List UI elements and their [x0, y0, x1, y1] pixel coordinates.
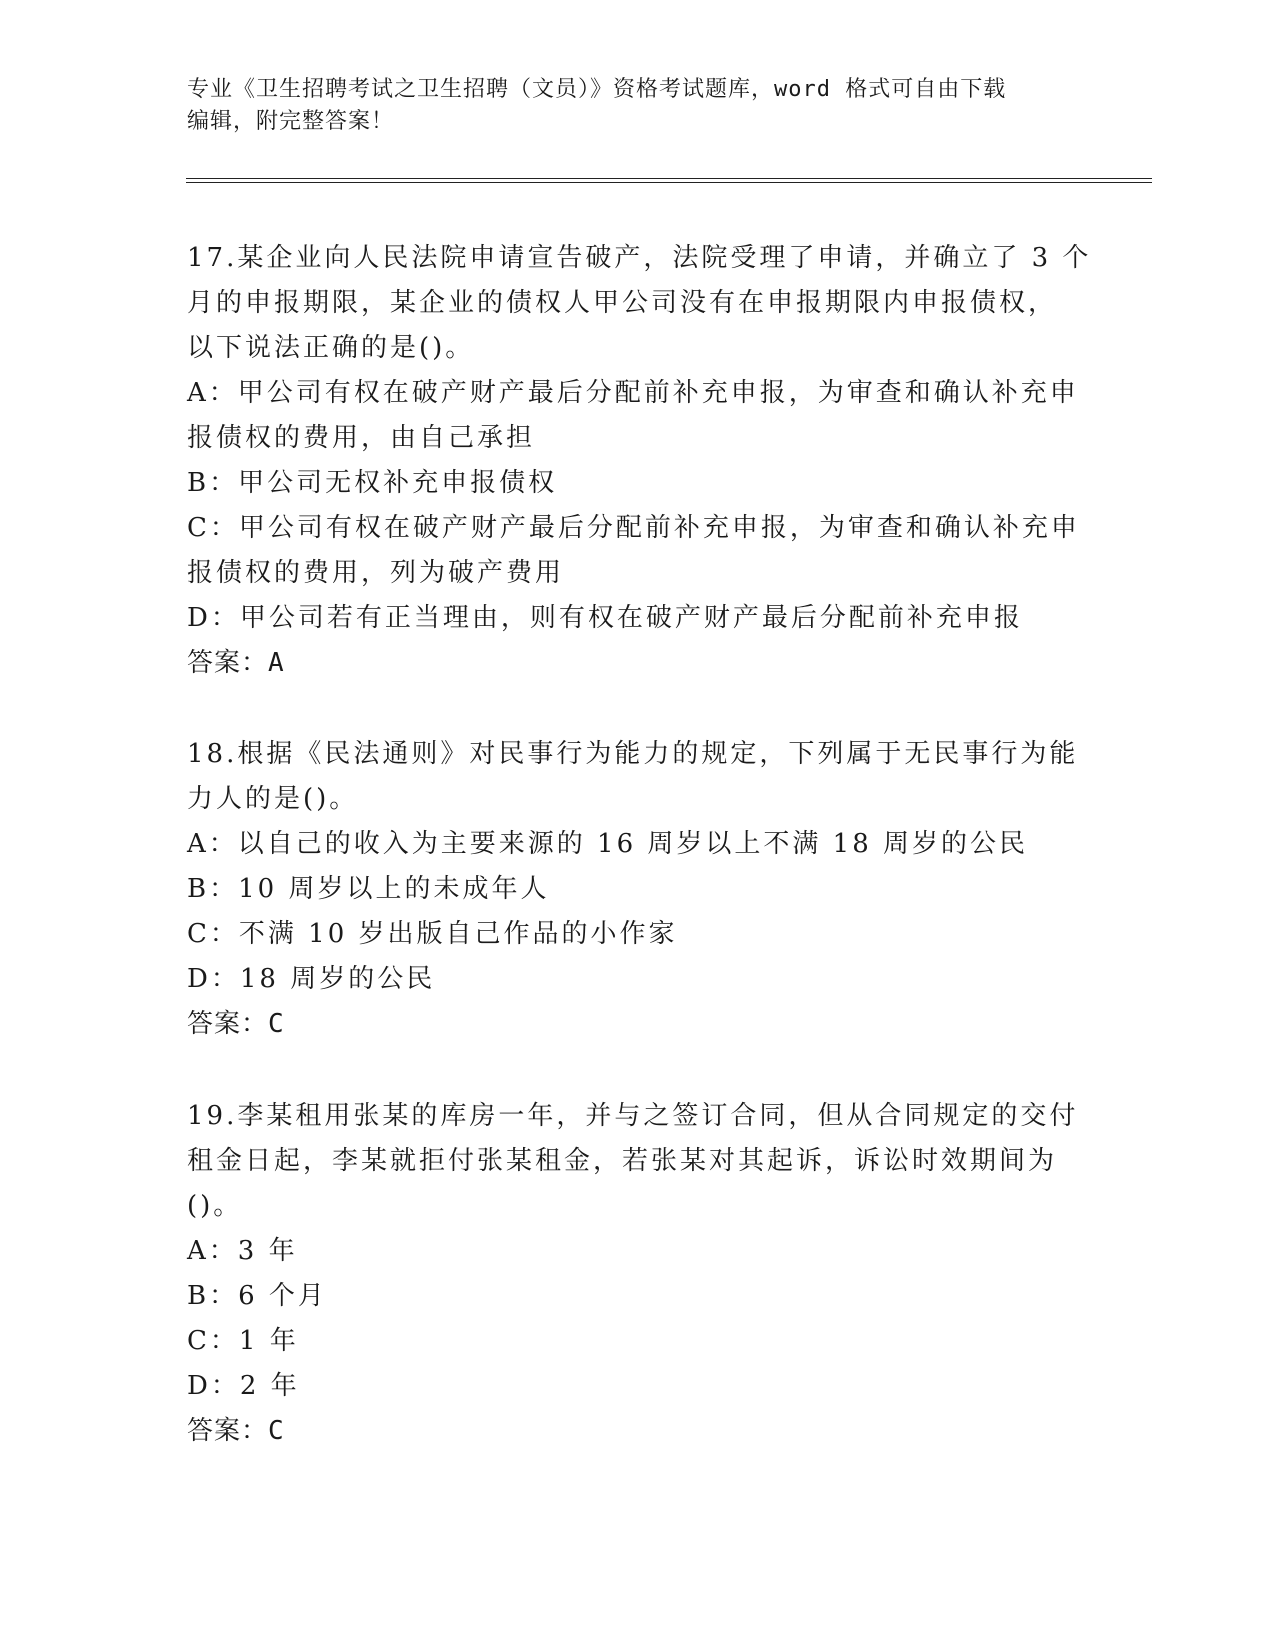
answer-label: 答案：C [187, 1416, 285, 1446]
header-line-1: 专业《卫生招聘考试之卫生招聘（文员）》资格考试题库，word 格式可自由下载 [187, 77, 1007, 102]
question-list [187, 236, 1092, 1454]
option-d-line: D：18 周岁的公民 [187, 964, 436, 994]
question-spacer [187, 686, 1087, 732]
question-stem-line: 19.李某租用张某的库房一年，并与之签订合同，但从合同规定的交付 [187, 1101, 1079, 1131]
option-c-line: C：1 年 [187, 1326, 299, 1356]
question-stem-line: 18.根据《民法通则》对民事行为能力的规定，下列属于无民事行为能 [187, 739, 1079, 769]
option-b-line: B：10 周岁以上的未成年人 [187, 874, 550, 904]
option-c-line: C：不满 10 岁出版自己作品的小作家 [187, 919, 678, 949]
question-18 [187, 732, 1087, 1047]
option-a-line: 报债权的费用，由自己承担 [187, 423, 536, 453]
header-divider-top [186, 178, 1152, 179]
header-divider-bottom [186, 182, 1152, 183]
option-a-line: A：甲公司有权在破产财产最后分配前补充申报，为审查和确认补充申 [187, 378, 1079, 408]
answer-label: 答案：A [187, 648, 285, 678]
question-spacer [187, 1047, 1087, 1094]
question-stem-line: 租金日起，李某就拒付张某租金，若张某对其起诉，诉讼时效期间为 [187, 1146, 1058, 1176]
question-stem-line: 月的申报期限，某企业的债权人甲公司没有在申报期限内申报债权， [187, 288, 1058, 318]
option-d-line: D：甲公司若有正当理由，则有权在破产财产最后分配前补充申报 [187, 603, 1023, 633]
question-stem-line: 17.某企业向人民法院申请宣告破产，法院受理了申请，并确立了 3 个 [187, 243, 1092, 273]
document-header [187, 74, 1067, 138]
question-stem-line: 以下说法正确的是()。 [187, 333, 475, 363]
question-19 [187, 1094, 1087, 1454]
option-c-line: 报债权的费用，列为破产费用 [187, 558, 565, 588]
option-a-line: A：3 年 [187, 1236, 298, 1266]
question-stem-line: ()。 [187, 1191, 243, 1221]
header-line-2: 编辑，附完整答案！ [187, 109, 395, 134]
option-b-line: B：6 个月 [187, 1281, 327, 1311]
question-stem-line: 力人的是()。 [187, 784, 359, 814]
question-17 [187, 236, 1092, 686]
answer-label: 答案：C [187, 1009, 285, 1039]
option-d-line: D：2 年 [187, 1371, 300, 1401]
option-b-line: B：甲公司无权补充申报债权 [187, 468, 558, 498]
option-a-line: A：以自己的收入为主要来源的 16 周岁以上不满 18 周岁的公民 [187, 829, 1029, 859]
option-c-line: C：甲公司有权在破产财产最后分配前补充申报，为审查和确认补充申 [187, 513, 1080, 543]
